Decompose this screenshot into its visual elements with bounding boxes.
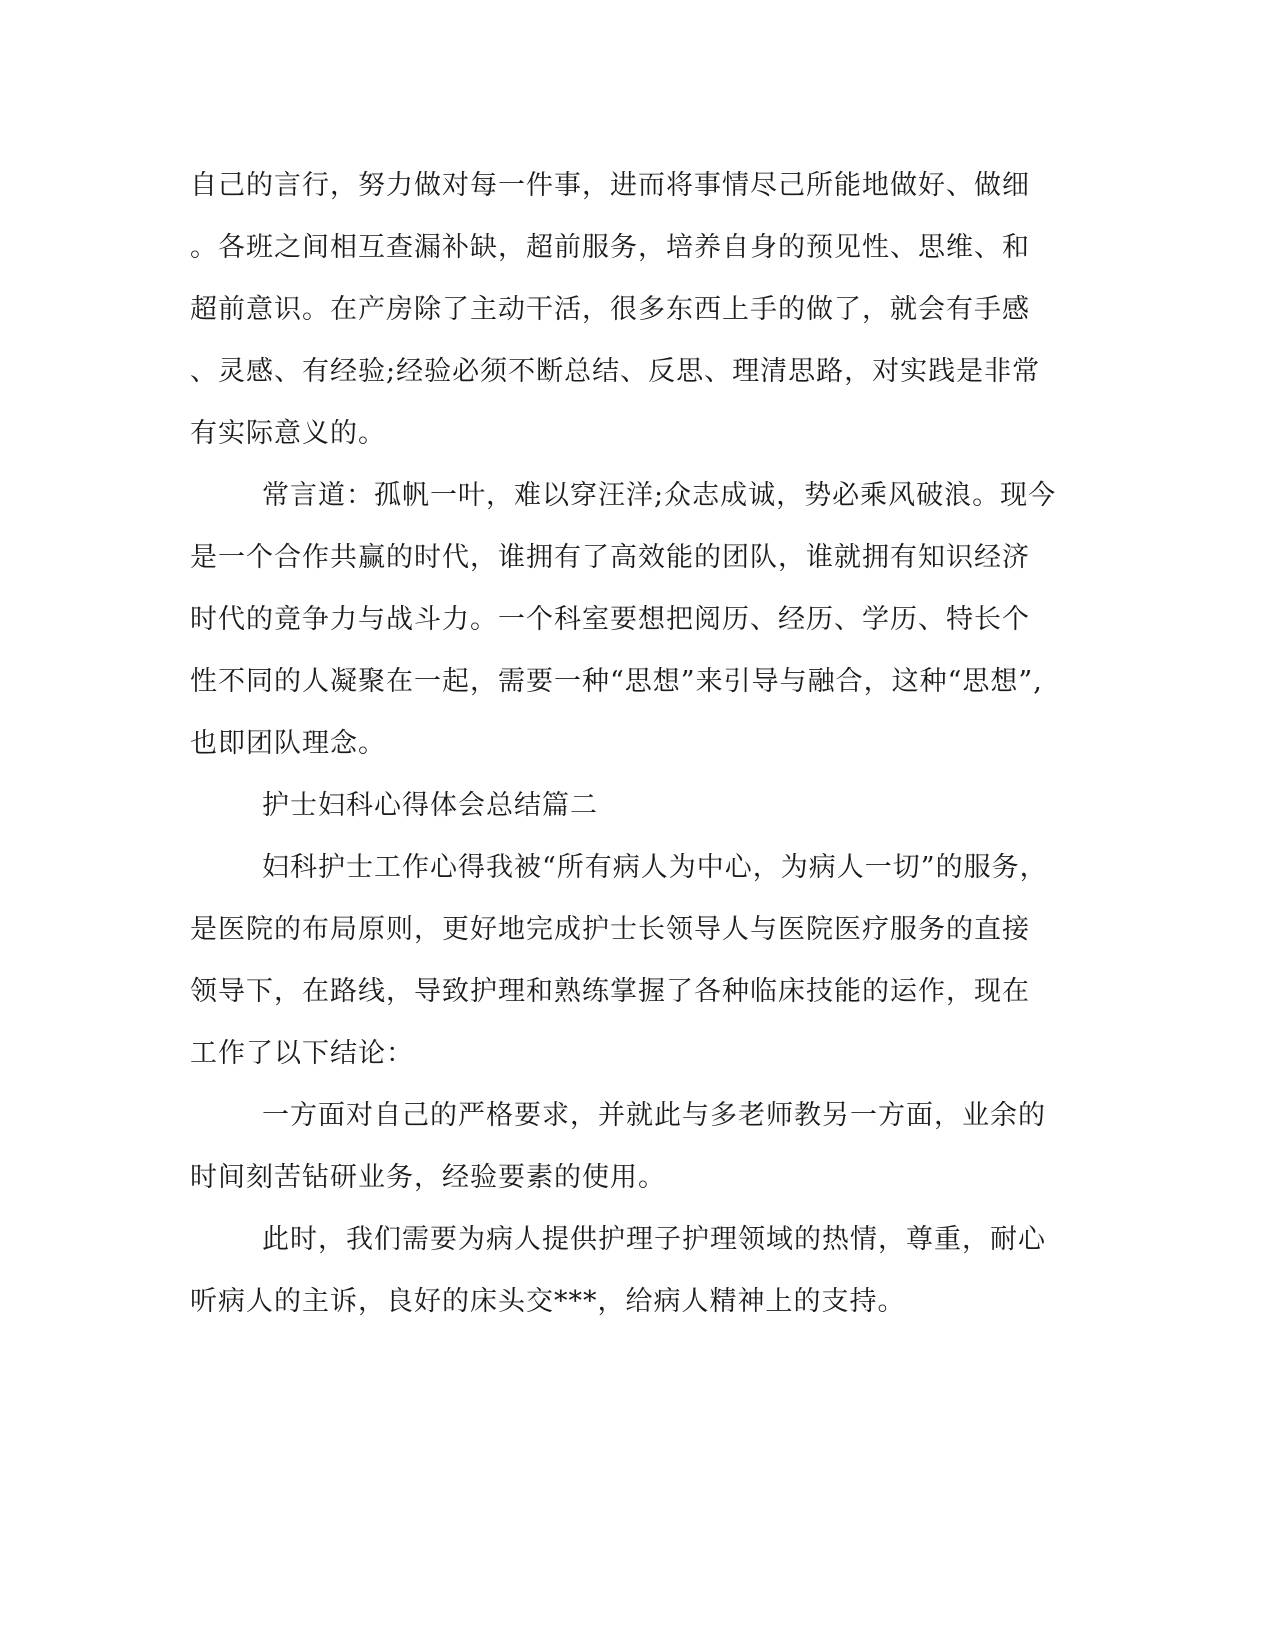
paragraph-start-line: 一方面对自己的严格要求，并就此与多老师教另一方面，业余的	[262, 1100, 1046, 1131]
text-line: 自己的言行，努力做对每一件事，进而将事情尽己所能地做好、做细	[190, 170, 1030, 201]
document-body	[190, 155, 1070, 1333]
text-line: 时间刻苦钻研业务，经验要素的使用。	[190, 1162, 666, 1193]
text-line: 超前意识。在产房除了主动干活，很多东西上手的做了，就会有手感	[190, 294, 1030, 325]
text-line: 。各班之间相互查漏补缺，超前服务，培养自身的预见性、思维、和	[190, 232, 1030, 263]
text-line: 是医院的布局原则，更好地完成护士长领导人与医院医疗服务的直接	[190, 914, 1030, 945]
paragraph-start-line: 常言道：孤帆一叶，难以穿汪洋;众志成诚，势必乘风破浪。现今	[262, 480, 1057, 511]
text-line: 是一个合作共赢的时代，谁拥有了高效能的团队，谁就拥有知识经济	[190, 542, 1030, 573]
section-heading: 护士妇科心得体会总结篇二	[262, 790, 598, 821]
text-line: 性不同的人凝聚在一起，需要一种“思想”来引导与融合，这种“思想”,	[190, 666, 1043, 697]
paragraph-start-line: 妇科护士工作心得我被“所有病人为中心，为病人一切”的服务，	[262, 852, 1048, 883]
text-line: 领导下，在路线，导致护理和熟练掌握了各种临床技能的运作，现在	[190, 976, 1030, 1007]
text-line: 也即团队理念。	[190, 728, 386, 759]
text-line: 有实际意义的。	[190, 418, 386, 449]
text-line: 时代的竟争力与战斗力。一个科室要想把阅历、经历、学历、特长个	[190, 604, 1030, 635]
text-line: 工作了以下结论：	[190, 1038, 414, 1069]
paragraph-start-line: 此时，我们需要为病人提供护理子护理领域的热情，尊重，耐心	[262, 1224, 1046, 1255]
text-line: 、灵感、有经验;经验必须不断总结、反思、理清思路，对实践是非常	[190, 356, 1041, 387]
text-line: 听病人的主诉，良好的床头交***，给病人精神上的支持。	[190, 1286, 906, 1317]
